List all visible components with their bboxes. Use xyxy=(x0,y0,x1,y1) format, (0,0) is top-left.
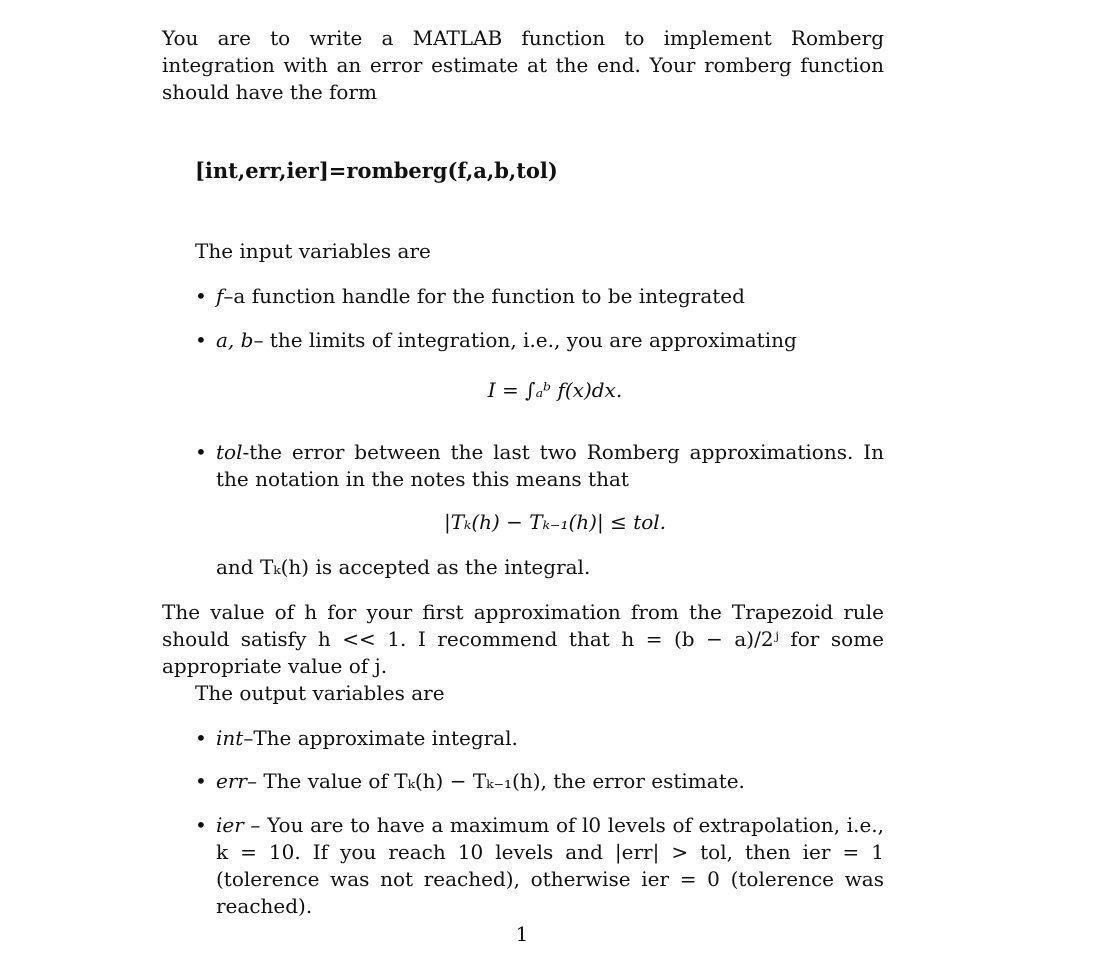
input-tol-text: the error between the last two Romberg approximations. In the notation in the notes this means that xyxy=(216,440,884,491)
intro-paragraph: You are to write a MATLAB function to implement Romberg integration with an error estimate at the end. Your romberg function should have the form xyxy=(162,26,884,104)
var-err: err xyxy=(216,769,247,793)
input-ab-text: the limits of integration, i.e., you are approximating xyxy=(263,328,797,352)
separator: – xyxy=(243,726,254,750)
accepted-line: and Tₖ(h) is accepted as the integral. xyxy=(216,555,591,579)
tolerance-equation: |Tₖ(h) − Tₖ₋₁(h)| ≤ tol. xyxy=(443,510,667,534)
var-ab: a, b xyxy=(216,328,254,352)
bullet-icon: • xyxy=(195,284,207,308)
separator: – xyxy=(253,328,264,352)
bullet-icon: • xyxy=(195,328,207,352)
output-ier-text: You are to have a maximum of l0 levels of extrapolation, i.e., k = 10. If you reach 10 levels and |err| > tol, then ier = 1 (tolerence was not reached), otherwise ier = 0 (tolerence was reached). xyxy=(216,813,884,918)
input-heading: The input variables are xyxy=(195,239,431,263)
output-err-text: The value of Tₖ(h) − Tₖ₋₁(h), the error estimate. xyxy=(256,769,745,793)
function-signature: [int,err,ier]=romberg(f,a,b,tol) xyxy=(195,158,558,183)
page-number: 1 xyxy=(515,922,529,946)
var-int: int xyxy=(216,726,244,750)
output-int-text: The approximate integral. xyxy=(253,726,518,750)
h-paragraph: The value of h for your first approximation from the Trapezoid rule should satisfy h << 1. I recommend that h = (b − a)/2ʲ for some appropriate value of j. xyxy=(162,600,884,678)
var-f: f xyxy=(216,284,224,308)
input-f-text: a function handle for the function to be integrated xyxy=(233,284,745,308)
separator: – xyxy=(223,284,234,308)
var-tol: tol xyxy=(216,440,243,464)
output-heading: The output variables are xyxy=(195,681,445,705)
bullet-icon: • xyxy=(195,440,207,464)
separator: – xyxy=(246,769,257,793)
separator: - xyxy=(242,440,250,464)
bullet-icon: • xyxy=(195,813,207,837)
bullet-icon: • xyxy=(195,726,207,750)
integral-equation: I = ∫ₐᵇ f(x)dx. xyxy=(487,378,623,402)
var-ier: ier xyxy=(216,813,244,837)
separator: – xyxy=(243,813,261,837)
bullet-icon: • xyxy=(195,769,207,793)
